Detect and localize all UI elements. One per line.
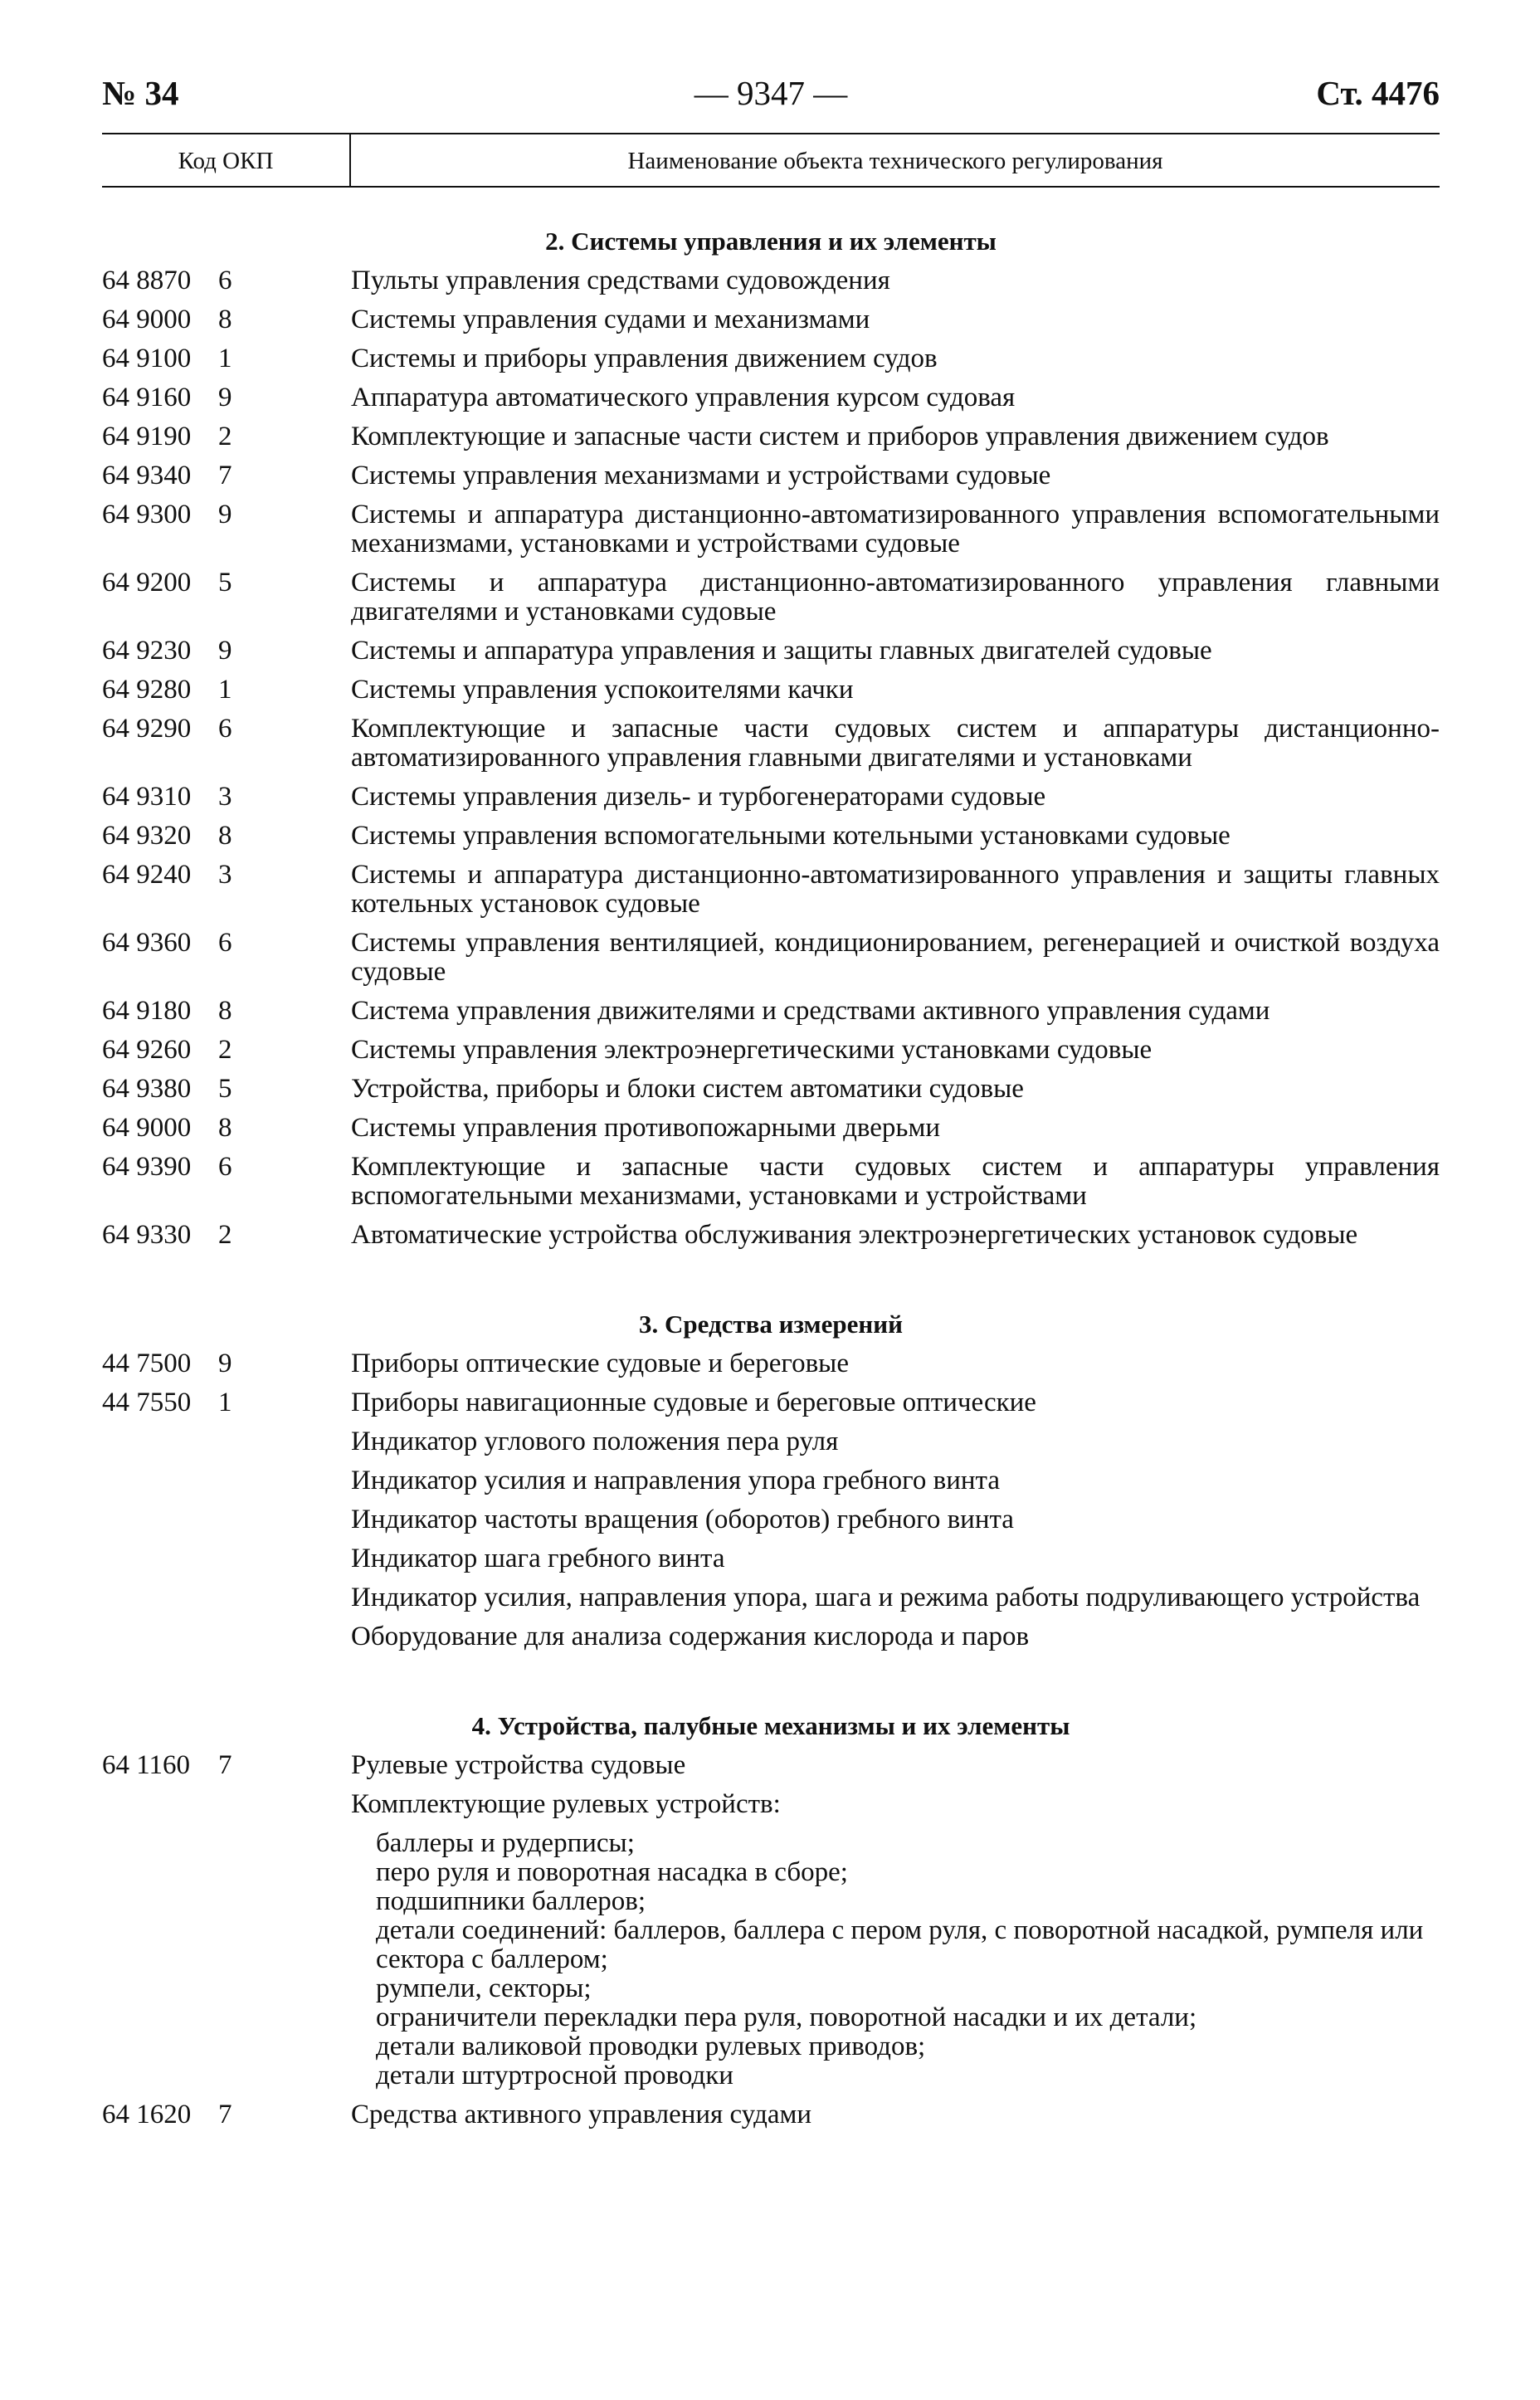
- okp-code: [102, 461, 351, 490]
- table-row: [102, 1153, 1440, 1211]
- okp-code: [102, 1505, 351, 1534]
- object-name: Комплектующие и запасные части судовых систем и аппаратуры дистанционно-автоматизированного управления главными двигателями и установками: [351, 714, 1440, 773]
- section-gap: [102, 1661, 1440, 1710]
- object-name: Рулевые устройства судовые: [351, 1750, 686, 1780]
- document-page: [102, 73, 1440, 2129]
- okp-code: [102, 383, 351, 412]
- table-row: [102, 1114, 1440, 1143]
- article-number: Ст. 4476: [1316, 74, 1440, 112]
- section-title: 2. Системы управления и их элементы: [545, 227, 997, 256]
- object-name: Устройства, приборы и блоки систем автоматики судовые: [351, 1074, 1024, 1104]
- okp-code-number: 64 9260: [102, 1035, 192, 1065]
- okp-code-number: 64 9290: [102, 714, 192, 744]
- table-row: [102, 676, 1440, 705]
- okp-code-number: 64 9340: [102, 461, 192, 490]
- okp-code: [102, 861, 351, 919]
- okp-code: [102, 1622, 351, 1651]
- okp-code: [102, 2100, 351, 2129]
- okp-code-number: 64 9190: [102, 422, 192, 451]
- object-name: Индикатор усилия, направления упора, шага и режима работы подруливающего устройства: [351, 1583, 1421, 1612]
- object-name: Система управления движителями и средствами активного управления судами: [351, 996, 1270, 1026]
- okp-code: [102, 997, 351, 1026]
- section-title: 4. Устройства, палубные механизмы и их элементы: [471, 1711, 1070, 1740]
- okp-code: [102, 783, 351, 812]
- table-row: [102, 1544, 1440, 1573]
- table-row: [102, 568, 1440, 627]
- table-row: [102, 383, 1440, 412]
- table-body: [102, 225, 1440, 2139]
- component-list-item: детали соединений: баллеров, баллера с пером руля, с поворотной насадкой, румпеля или сектора с баллером;: [376, 1915, 1424, 1974]
- component-list: [376, 1829, 1440, 2090]
- okp-code-number: 64 9390: [102, 1152, 192, 1182]
- okp-code-number: 64 9000: [102, 1113, 192, 1143]
- okp-code: [102, 1075, 351, 1104]
- object-name: Комплектующие и запасные части судовых систем и аппаратуры управления вспомогательными механизмами, установками и устройствами: [351, 1152, 1440, 1211]
- okp-check-digit: 6: [218, 1152, 232, 1182]
- component-list-item: детали штуртросной проводки: [376, 2061, 733, 2090]
- component-list-item: детали валиковой проводки рулевых приводов;: [376, 2032, 926, 2061]
- table-row: [102, 500, 1440, 559]
- section: [102, 1308, 1440, 1651]
- okp-code-number: 64 9230: [102, 636, 192, 666]
- okp-code: [102, 1114, 351, 1143]
- okp-check-digit: 5: [218, 1074, 232, 1104]
- table-row: [102, 822, 1440, 851]
- table-row: [102, 1427, 1440, 1456]
- table-row: [102, 305, 1440, 334]
- okp-code: [102, 500, 351, 559]
- okp-check-digit: 2: [218, 422, 232, 451]
- table-row: [102, 1583, 1440, 1612]
- okp-check-digit: 9: [218, 383, 232, 412]
- table-row: [102, 783, 1440, 812]
- okp-code: [102, 1544, 351, 1573]
- okp-check-digit: 7: [218, 461, 232, 490]
- okp-check-digit: 3: [218, 860, 232, 890]
- okp-code: [102, 1751, 351, 1780]
- okp-check-digit: 1: [218, 344, 232, 373]
- okp-check-digit: 2: [218, 1220, 232, 1250]
- column-header-name: Наименование объекта технического регулирования: [627, 148, 1163, 174]
- component-list-item: подшипники баллеров;: [376, 1886, 646, 1916]
- okp-code-number: 64 9310: [102, 782, 192, 812]
- object-name: Комплектующие и запасные части систем и приборов управления движением судов: [351, 422, 1329, 451]
- okp-check-digit: 1: [218, 1388, 232, 1417]
- table-header: [102, 133, 1440, 188]
- object-name: Системы управления механизмами и устройствами судовые: [351, 461, 1051, 490]
- object-name: Оборудование для анализа содержания кислорода и паров: [351, 1622, 1030, 1651]
- object-name: Системы управления электроэнергетическими установками судовые: [351, 1035, 1153, 1065]
- okp-check-digit: 5: [218, 568, 232, 598]
- section: [102, 225, 1440, 1250]
- okp-code-number: 64 9100: [102, 344, 192, 373]
- object-name: Системы управления противопожарными дверьми: [351, 1113, 940, 1143]
- okp-code-number: 64 9200: [102, 568, 192, 598]
- okp-code-number: 64 9240: [102, 860, 192, 890]
- object-name: Средства активного управления судами: [351, 2100, 812, 2129]
- okp-check-digit: 6: [218, 928, 232, 958]
- okp-check-digit: 7: [218, 1750, 232, 1780]
- column-header-code: Код ОКП: [178, 148, 274, 174]
- object-name: Системы и аппаратура дистанционно-автоматизированного управления вспомогательными механизмами, установками и устройствами судовые: [351, 500, 1440, 559]
- okp-code-number: 64 9330: [102, 1220, 192, 1250]
- okp-code: [102, 676, 351, 705]
- table-row: [102, 1466, 1440, 1495]
- table-row: [102, 1075, 1440, 1104]
- table-row: [102, 1790, 1440, 1819]
- okp-code-number: 64 9000: [102, 305, 192, 334]
- object-name: Индикатор шага гребного винта: [351, 1544, 725, 1573]
- okp-code-number: 64 9380: [102, 1074, 192, 1104]
- object-name: Автоматические устройства обслуживания электроэнергетических установок судовые: [351, 1220, 1358, 1250]
- okp-check-digit: 3: [218, 782, 232, 812]
- okp-code: [102, 1221, 351, 1250]
- table-row: [102, 715, 1440, 773]
- table-row: [102, 1221, 1440, 1250]
- okp-code-number: 64 9180: [102, 996, 192, 1026]
- okp-code: [102, 715, 351, 773]
- component-list-item: баллеры и рудерписы;: [376, 1828, 635, 1858]
- object-name: Системы управления вспомогательными котельными установками судовые: [351, 821, 1231, 851]
- okp-code: [102, 305, 351, 334]
- issue-number: № 34: [102, 74, 179, 112]
- okp-code-number: 64 9360: [102, 928, 192, 958]
- okp-check-digit: 9: [218, 1349, 232, 1378]
- table-row: [102, 422, 1440, 451]
- table-row: [102, 1388, 1440, 1417]
- okp-code: [102, 1153, 351, 1211]
- table-row: [102, 344, 1440, 373]
- okp-check-digit: 8: [218, 821, 232, 851]
- okp-check-digit: 9: [218, 636, 232, 666]
- okp-code: [102, 1036, 351, 1065]
- okp-check-digit: 8: [218, 305, 232, 334]
- object-name: Индикатор углового положения пера руля: [351, 1427, 839, 1456]
- okp-code: [102, 1583, 351, 1612]
- object-name: Приборы навигационные судовые и береговые оптические: [351, 1388, 1036, 1417]
- section-title: 3. Средства измерений: [639, 1310, 903, 1339]
- okp-code-number: 64 1620: [102, 2100, 192, 2129]
- okp-code: [102, 1466, 351, 1495]
- okp-code: [102, 1349, 351, 1378]
- okp-code-number: 64 9280: [102, 675, 192, 705]
- okp-check-digit: 9: [218, 500, 232, 529]
- okp-code: [102, 568, 351, 627]
- component-list-item: румпели, секторы;: [376, 1973, 592, 2003]
- okp-code-number: 64 8870: [102, 266, 192, 295]
- object-name: Системы управления дизель- и турбогенераторами судовые: [351, 782, 1046, 812]
- table-row: [102, 461, 1440, 490]
- object-name: Системы и аппаратура управления и защиты главных двигателей судовые: [351, 636, 1212, 666]
- page-number: — 9347 —: [694, 74, 848, 112]
- object-name: Аппаратура автоматического управления курсом судовая: [351, 383, 1016, 412]
- table-row: [102, 2100, 1440, 2129]
- table-row: [102, 997, 1440, 1026]
- table-row: [102, 861, 1440, 919]
- table-row: [102, 1622, 1440, 1651]
- table-row: [102, 637, 1440, 666]
- okp-code: [102, 637, 351, 666]
- object-name: Приборы оптические судовые и береговые: [351, 1349, 849, 1378]
- table-row: [102, 1505, 1440, 1534]
- okp-check-digit: 8: [218, 996, 232, 1026]
- component-list-item: перо руля и поворотная насадка в сборе;: [376, 1857, 848, 1887]
- table-row: [102, 1349, 1440, 1378]
- running-header: [102, 73, 1440, 123]
- section-gap: [102, 1260, 1440, 1308]
- okp-code: [102, 822, 351, 851]
- object-name: Системы управления вентиляцией, кондиционированием, регенерацией и очисткой воздуха судовые: [351, 928, 1440, 987]
- object-name: Системы управления судами и механизмами: [351, 305, 870, 334]
- object-name: Системы и приборы управления движением судов: [351, 344, 938, 373]
- table-row: [102, 266, 1440, 295]
- okp-code: [102, 1790, 351, 1819]
- object-name: Системы и аппаратура дистанционно-автоматизированного управления и защиты главных котельных установок судовые: [351, 860, 1440, 919]
- okp-code-number: 64 1160: [102, 1750, 191, 1780]
- okp-code: [102, 422, 351, 451]
- section: [102, 1710, 1440, 2129]
- okp-code: [102, 1427, 351, 1456]
- okp-code-number: 44 7500: [102, 1349, 192, 1378]
- object-name: Системы управления успокоителями качки: [351, 675, 854, 705]
- table-row: [102, 1036, 1440, 1065]
- okp-code-number: 64 9300: [102, 500, 192, 529]
- okp-code: [102, 344, 351, 373]
- table-row: [102, 929, 1440, 987]
- object-name: Индикатор усилия и направления упора гребного винта: [351, 1466, 1000, 1495]
- okp-check-digit: 8: [218, 1113, 232, 1143]
- okp-code: [102, 266, 351, 295]
- okp-check-digit: 2: [218, 1035, 232, 1065]
- table-row: [102, 1751, 1440, 1780]
- object-name: Комплектующие рулевых устройств:: [351, 1789, 781, 1819]
- okp-check-digit: 1: [218, 675, 232, 705]
- okp-code-number: 64 9320: [102, 821, 192, 851]
- component-list-item: ограничители перекладки пера руля, поворотной насадки и их детали;: [376, 2002, 1197, 2032]
- okp-code-number: 44 7550: [102, 1388, 192, 1417]
- okp-check-digit: 6: [218, 266, 232, 295]
- object-name: Пульты управления средствами судовождения: [351, 266, 890, 295]
- okp-code-number: 64 9160: [102, 383, 192, 412]
- okp-code: [102, 929, 351, 987]
- okp-check-digit: 7: [218, 2100, 232, 2129]
- okp-code: [102, 1388, 351, 1417]
- object-name: Системы и аппаратура дистанционно-автоматизированного управления главными двигателями и установками судовые: [351, 568, 1440, 627]
- okp-check-digit: 6: [218, 714, 232, 744]
- object-name: Индикатор частоты вращения (оборотов) гребного винта: [351, 1505, 1014, 1534]
